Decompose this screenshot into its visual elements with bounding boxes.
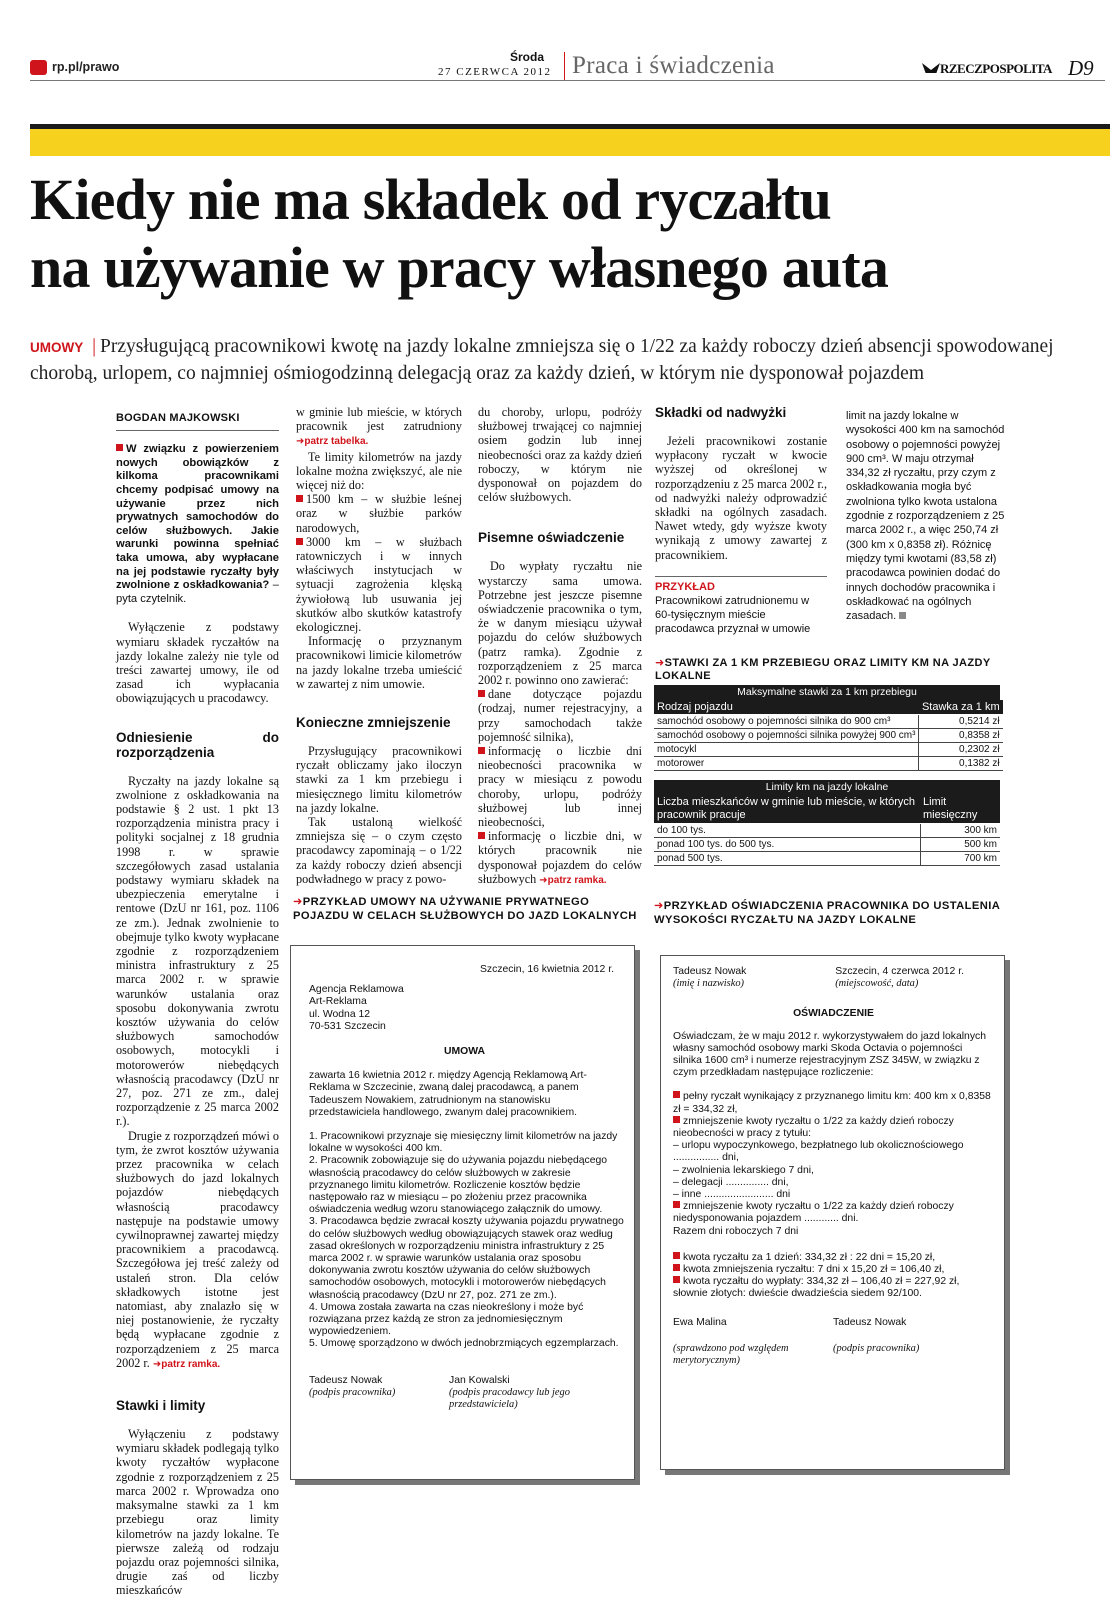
statement-item-text: pełny ryczałt wynikający z przyznanego limitu km: 400 km x 0,8358 zł = 334,32 zł, xyxy=(673,1091,991,1115)
list-item xyxy=(478,687,642,744)
contract-clause: 5. Umowę sporządzono w dwóch jednobrzmiących egzemplarzach. xyxy=(309,1338,619,1350)
statement-intro: Oświadczam, że w maju 2012 r. wykorzystywałem do jazd lokalnych własny samochód osobowy marki Skoda Octavia o pojemności silnika 1600 cm³ i numerze rejestracyjnym ZSZ 345W, w związku z czym przedkładam następujące rozliczenie: xyxy=(673,1030,986,1079)
end-mark-icon xyxy=(899,612,906,619)
paragraph: Informację o przyznanym pracownikowi limicie kilometrów na jazdy lokalne trzeba umieścić w zawartej z nim umowie. xyxy=(296,634,462,691)
signature-employer xyxy=(449,1375,579,1412)
address-line: Agencja Reklamowa xyxy=(309,984,404,996)
signature-role: (podpis pracownika) xyxy=(309,1386,396,1398)
table-row xyxy=(654,729,1003,743)
headline-line-1: Kiedy nie ma składek od ryczałtu xyxy=(30,167,831,232)
table-cell: samochód osobowy o pojemności silnika do 900 cm³ xyxy=(654,715,919,729)
paragraph xyxy=(116,1129,279,1372)
list-item-text: 1500 km – w służbie leśnej oraz w służbie parków narodowych, xyxy=(296,492,462,535)
table-cell: motorower xyxy=(654,757,919,771)
arrow-icon: ➜ xyxy=(654,900,664,912)
table-cell: 0,8358 zł xyxy=(919,729,1003,743)
column-3 xyxy=(478,405,642,888)
bullet-icon xyxy=(296,495,303,502)
place-date-label: (miejscowość, data) xyxy=(835,978,919,990)
paragraph: Przysługujący pracownikowi ryczałt obliczamy jako iloczyn stawki za 1 km przebiegu i miesięcznego limitu kilometrów na jazdy lokalne. xyxy=(296,744,462,815)
table-cell: samochód osobowy o pojemności silnika powyżej 900 cm³ xyxy=(654,729,919,743)
contract-clause: 3. Pracodawca będzie zwracał koszty używania pojazdu prywatnego do celów służbowych według obowiązujących stawek oraz według zasad określonych w rozporządzeniu ministra infrastruktury z 25 marca 2002 r. w sprawie warunków ustalania oraz sposobu dokonywania zwrotu kosztów używania do celów służbowych samochodów osobowych, motocykli i motorowerów niebędących własnością pracodawcy (DzU nr 27, poz. 271 ze zm.). xyxy=(309,1216,624,1301)
place-date: Szczecin, 4 czerwca 2012 r. xyxy=(835,966,964,977)
statement-item xyxy=(673,1091,994,1115)
paper-name: RZECZPOSPOLITA xyxy=(940,61,1052,76)
question-tail: – pyta czytelnik. xyxy=(116,579,279,605)
paragraph: Tak ustaloną wielkość zmniejsza się – o czym często pracodawcy zapominają – o 1/22 za każdy roboczy dzień absencji podwładnego w pracy z powo- xyxy=(296,815,462,886)
page-number: D9 xyxy=(1068,56,1094,80)
headline xyxy=(30,166,1105,302)
see-box-link[interactable]: ➜patrz ramka. xyxy=(539,874,607,886)
table-cell: do 100 tys. xyxy=(654,824,920,838)
example-text xyxy=(846,409,1008,623)
table-cell: 700 km xyxy=(920,852,1000,866)
see-table-link[interactable]: ➜patrz tabelka. xyxy=(296,436,369,448)
list-item-text: informację o liczbie dni, w których pracownik nie dysponował pojazdem do celów służbowych xyxy=(478,829,642,886)
address-line: ul. Wodna 12 xyxy=(309,1008,371,1020)
address-line: Art-Reklama xyxy=(309,996,367,1008)
list-item xyxy=(296,492,462,535)
page-header xyxy=(0,0,1110,110)
signature-role: (sprawdzono pod względem merytorycznym) xyxy=(673,1342,789,1367)
bullet-icon xyxy=(296,538,303,545)
signature-employee xyxy=(309,1375,449,1412)
address-line: 70-531 Szczecin xyxy=(309,1020,386,1032)
contract-clause: 4. Umowa została zawarta na czas nieokreślony i może być rozwiązana przez każdą ze stron za jednomiesięcznym wypowiedzeniem. xyxy=(309,1301,584,1338)
calculation-text: kwota ryczałtu za 1 dzień: 334,32 zł : 22 dni = 15,20 zł, xyxy=(683,1251,936,1263)
column-header: Stawka za 1 km xyxy=(919,700,1003,715)
author: BOGDAN MAJKOWSKI xyxy=(116,412,240,424)
signature-role: (podpis pracownika) xyxy=(833,1342,920,1354)
paragraph: Jeżeli pracownikowi zostanie wypłacony ryczałt w kwocie wyższej od określonej w rozporządzeniu z 25 marca 2002 r., od nadwyżki należy odprowadzić składki na ogólnych zasadach. Nawet wtedy, gdy wyższe kwoty wynikają z umowy zawartej z pracownikiem. xyxy=(655,434,827,562)
table-cell: 300 km xyxy=(920,824,1000,838)
statement-place-date xyxy=(835,966,964,990)
paragraph: Ryczałty na jazdy lokalne są zwolnione z oskładkowania na podstawie § 2 ust. 1 pkt 13 rozporządzenia ministra pracy i polityki socjalnej z 18 grudnia 1998 r. w sprawie szczegółowych zasad ustalania podstawy wymiaru składek na ubezpieczenia emerytalne i rentowe (DzU nr 161, poz. 1106 ze zm.). Jednak zwolnienie to obejmuje tylko kwoty wypłacane zgodnie z rozporządzeniem ministra infrastruktury z 25 marca 2002 r. w sprawie warunków ustalania oraz sposobu dokonywania zwrotu kosztów używania do celów służbowych samochodów osobowych, motocykli i motorowerów niebędących własnością pracodawcy (DzU nr 27, poz. 271 ze zm., dalej rozporządzenie z 25 marca 2002 r.). xyxy=(116,773,279,1129)
contract-address xyxy=(309,984,624,1033)
column-header: Liczba mieszkańców w gminie lub mieście, w których pracownik pracuje xyxy=(654,795,920,824)
see-table-label: patrz tabelka. xyxy=(304,436,369,448)
table-cell: 0,1382 zł xyxy=(919,757,1003,771)
calculation-text: kwota ryczałtu do wypłaty: 334,32 zł – 106,40 zł = 227,92 zł, słownie złotych: dwieście dwadzieścia siedem 92/100. xyxy=(673,1276,960,1300)
bullet-icon xyxy=(478,747,485,754)
arrow-icon: ➜ xyxy=(293,896,303,908)
see-box-label: patrz ramka. xyxy=(547,874,607,886)
limits-grid xyxy=(654,795,1000,866)
table-title xyxy=(654,657,1000,683)
table-cell: ponad 100 tys. do 500 tys. xyxy=(654,838,920,852)
bullet-icon xyxy=(116,444,123,451)
eagle-icon xyxy=(922,63,940,73)
headline-line-2: na używanie w pracy własnego auta xyxy=(30,235,889,300)
bullet-icon xyxy=(673,1116,680,1123)
column-1 xyxy=(116,411,279,1598)
subheading: Odniesienie do rozporządzenia xyxy=(116,729,279,760)
signature-name: Ewa Malina xyxy=(673,1316,727,1328)
contract-place-date: Szczecin, 16 kwietnia 2012 r. xyxy=(480,964,614,975)
statement-signatures xyxy=(673,1317,994,1368)
table-section-1: Maksymalne stawki za 1 km przebiegu xyxy=(654,685,1000,700)
example-text-body: limit na jazdy lokalne w wysokości 400 km na samochód osobowy o pojemności powyżej 900 cm³. W maju otrzymał 334,32 zł ryczałtu, przy czym z oskładkowania mogła być zwolniona tylko kwota ustalona zgodnie z rozporządzeniem z 25 marca 2002 r., a więc 250,74 zł (300 km x 0,8358 zł). Różnicę między tymi kwotami (83,58 zł) pracodawca powinien dodać do innych dochodów pracownika i oskładkować na ogólnych zasadach. xyxy=(846,410,1005,623)
author-rule xyxy=(116,430,279,431)
header-date: 27 CZERWCA 2012 xyxy=(438,66,552,78)
contract-heading: UMOWA xyxy=(444,1046,485,1058)
paragraph: Wyłączenie z podstawy wymiaru składek ryczałtów na jazdy lokalne zależy nie tyle od treści zawartej umowy, ile od zasad ich wypłacania obowiązujących u pracodawcy. xyxy=(116,620,279,706)
subheading: Składki od nadwyżki xyxy=(655,405,787,420)
subheading: Stawki i limity xyxy=(116,1398,206,1414)
list-item xyxy=(296,535,462,634)
table-header-row xyxy=(654,795,1000,824)
accent-band xyxy=(30,124,1110,156)
list-item-text: dane dotyczące pojazdu (rodzaj, numer rejestracyjny, a przy samochodach także pojemność silnika), xyxy=(478,687,642,744)
arrow-icon: ➜ xyxy=(655,657,665,669)
table-cell: ponad 500 tys. xyxy=(654,852,920,866)
signature-role: (podpis pracodawcy lub jego przedstawiciela) xyxy=(449,1386,570,1411)
table-title-text: STAWKI ZA 1 KM PRZEBIEGU ORAZ LIMITY KM NA JAZDY LOKALNE xyxy=(655,657,991,682)
statement-detail: – delegacji ............... dni, xyxy=(673,1176,789,1188)
example-rule xyxy=(655,576,827,577)
signature-name: Tadeusz Nowak xyxy=(833,1316,907,1328)
table-header-row xyxy=(654,700,1003,715)
table-section-2: Limity km na jazdy lokalne xyxy=(654,780,1000,795)
paragraph: Do wypłaty ryczałtu nie wystarczy sama umowa. Potrzebne jest jeszcze pisemne oświadczenie pracownika o tym, że w danym miesiącu używał pojazdu do celów służbowych (patrz ramka). Zgodnie z rozporządzeniem z 25 marca 2002 r. powinno ono zawierać: xyxy=(478,559,642,688)
contract-box xyxy=(290,945,635,1480)
paragraph-text: w gminie lub mieście, w których pracownik jest zatrudniony xyxy=(296,405,462,434)
statement-header xyxy=(673,966,994,990)
lead-separator: | xyxy=(92,336,97,357)
calculation-line xyxy=(673,1252,994,1264)
column-5 xyxy=(846,409,1008,623)
bullet-icon xyxy=(478,690,485,697)
question-text: W związku z powierzeniem nowych obowiązków z kilkoma pracownikami chcemy podpisać umowy na używanie przez nich prywatnych samochodów do celów służbowych. Jakie warunki powinna spełniać taka umowa, aby wypłacane na jej podstawie ryczałty były zwolnione z oskładkowania? xyxy=(116,443,279,592)
table-row xyxy=(654,743,1003,757)
statement-item-text: zmniejszenie kwoty ryczałtu o 1/22 za każdy dzień roboczy niedysponowania pojazdem ............ dni. xyxy=(673,1201,954,1225)
contract-box-title-text: PRZYKŁAD UMOWY NA UŻYWANIE PRYWATNEGO POJAZDU W CELACH SŁUŻBOWYCH DO JAZD LOKALNYCH xyxy=(293,896,637,922)
statement-detail: – zwolnienia lekarskiego 7 dni, xyxy=(673,1164,814,1176)
paragraph: Wyłączeniu z podstawy wymiaru składek podlegają tylko kwoty ryczałtów wypłacone zgodnie z rozporządzeniem z 25 marca 2002 r. Wprowadza ono maksymalne stawki za 1 km przebiegu oraz limity kilometrów na jazdy lokalne. Te pierwsze zależą od rodzaju pojazdu oraz pojemności silnika, drugie zaś od liczby mieszkańców xyxy=(116,1427,279,1598)
statement-detail: – inne ........................ dni xyxy=(673,1189,791,1201)
column-4 xyxy=(655,405,827,636)
calculation-line xyxy=(673,1264,994,1276)
rates-grid xyxy=(654,700,1003,771)
contract-box-title xyxy=(293,895,643,923)
signature-verifier xyxy=(673,1317,833,1368)
table-cell: 500 km xyxy=(920,838,1000,852)
table-row xyxy=(654,757,1003,771)
contract-clause: 1. Pracownikowi przyznaje się miesięczny limit kilometrów na jazdy lokalne w wysokości 400 km. xyxy=(309,1131,618,1155)
statement-detail: – urlopu wypoczynkowego, bezpłatnego lub okolicznościowego ................ dni, xyxy=(673,1140,964,1164)
header-rule xyxy=(30,80,1105,81)
table-cell: 0,2302 zł xyxy=(919,743,1003,757)
reader-question xyxy=(116,443,279,606)
bullet-icon xyxy=(673,1091,680,1098)
list-item-text: informację o liczbie dni nieobecności pracownika w pracy w miesiącu z powodu choroby, urlopu, podróży służbowej lub innej nieobecności, xyxy=(478,744,642,830)
signature-name: Jan Kowalski xyxy=(449,1374,510,1386)
statement-item xyxy=(673,1116,994,1140)
bullet-icon xyxy=(673,1264,680,1271)
paragraph: Te limity kilometrów na jazdy lokalne można zwiększyć, ale nie więcej niż do: xyxy=(296,449,462,493)
bullet-icon xyxy=(673,1276,680,1283)
example-text: Pracownikowi zatrudnionemu w 60-tysięcznym mieście pracodawca przyznał w umowie xyxy=(655,595,811,636)
statement-box-title-text: PRZYKŁAD OŚWIADCZENIA PRACOWNIKA DO USTALENIA WYSOKOŚCI RYCZAŁTU NA JAZDY LOKALNE xyxy=(654,900,1000,926)
contract-signatures xyxy=(309,1375,624,1412)
statement-item-text: zmniejszenie kwoty ryczałtu o 1/22 za każdy dzień roboczy nieobecności w pracy z tytułu: xyxy=(673,1115,954,1140)
header-divider xyxy=(564,52,565,80)
see-box-label: patrz ramka. xyxy=(161,1358,221,1370)
author-name: Tadeusz Nowak xyxy=(673,966,747,977)
table-row xyxy=(654,838,1000,852)
table-row xyxy=(654,715,1003,729)
statement-box-title xyxy=(654,899,1024,927)
lead xyxy=(30,334,1105,387)
list-item xyxy=(478,744,642,829)
calculation-text: kwota zmniejszenia ryczałtu: 7 dni x 15,20 zł = 106,40 zł, xyxy=(683,1264,945,1276)
header-day: Środa xyxy=(510,50,545,64)
statement-author xyxy=(673,966,746,990)
column-header: Limit miesięczny xyxy=(920,795,1000,824)
statement-box xyxy=(660,955,1005,1470)
column-2 xyxy=(296,405,462,886)
table-cell: motocykl xyxy=(654,743,919,757)
subheading: Konieczne zmniejszenie xyxy=(296,715,451,731)
paragraph xyxy=(296,405,462,450)
contract-clause: 2. Pracownik zobowiązuje się do używania pojazdu niebędącego własnością pracodawcy do celów służbowych w zakresie przyznanego limitu kilometrów. Rozliczenie kosztów będzie następowało raz w miesiącu – po złożeniu przez pracownika oświadczenia według wzoru stanowiącego załącznik do umowy. xyxy=(309,1155,608,1216)
statement-total: Razem dni roboczych 7 dni xyxy=(673,1225,799,1237)
contract-intro: zawarta 16 kwietnia 2012 r. między Agencją Reklamową Art-Reklama w Szczecinie, zwaną dalej pracodawcą, a panem Tadeuszem Nowakiem, zatrudnionym na stanowisku przedstawiciela handlowego, zwanym dalej pracownikiem. xyxy=(309,1070,587,1118)
subheading: Pisemne oświadczenie xyxy=(478,530,625,546)
bullet-icon xyxy=(673,1252,680,1259)
table-cell: 0,5214 zł xyxy=(919,715,1003,729)
rates-table xyxy=(654,657,1000,866)
table-row xyxy=(654,852,1000,866)
site-link[interactable]: rp.pl/prawo xyxy=(52,60,120,74)
author-label: (imię i nazwisko) xyxy=(673,978,744,990)
list-item xyxy=(478,829,642,888)
table-row xyxy=(654,824,1000,838)
column-header: Rodzaj pojazdu xyxy=(654,700,919,715)
bullet-icon xyxy=(478,832,485,839)
lead-text: Przysługującą pracownikowi kwotę na jazdy lokalne zmniejsza się o 1/22 za każdy roboczy dzień absencji spowodowanej chorobą, urlopem, co najmniej ośmiogodzinną delegacją oraz za każdy dzień, w którym nie dysponował pojazdem xyxy=(30,336,1054,384)
bullet-icon xyxy=(673,1201,680,1208)
paragraph-text: Drugie z rozporządzeń mówi o tym, że zwrot kosztów używania przez pracownika w celach służbowych do jazd lokalnych pojazdów niebędących własnością pracodawcy następuje na podstawie umowy cywilnoprawnej zawartej między pracownikiem a pracodawcą. Szczegółowa jej treść zależy od ustaleń stron. Dla celów składkowych istotne jest natomiast, aby znalazło się w niej postanowienie, że ryczałty będą wypłacane zgodnie z rozporządzeniem z 25 marca 2002 r. xyxy=(116,1128,279,1370)
signature-employee xyxy=(833,1317,963,1368)
statement-heading: OŚWIADCZENIE xyxy=(793,1008,874,1020)
rp-logo-icon xyxy=(30,60,47,75)
calculation-line xyxy=(673,1276,994,1300)
signature-name: Tadeusz Nowak xyxy=(309,1374,383,1386)
see-box-link[interactable]: ➜patrz ramka. xyxy=(152,1358,221,1370)
paragraph: du choroby, urlopu, podróży służbowej trwającej co najmniej osiem godzin lub innej nieobecności oraz za każdy dzień roboczy, w którym nie dysponował on pojazdem do celów służbowych. xyxy=(478,405,642,505)
example-label: PRZYKŁAD xyxy=(655,580,715,593)
lead-tag: UMOWY xyxy=(30,340,84,355)
statement-item xyxy=(673,1201,994,1225)
list-item-text: 3000 km – w służbach ratowniczych i w innych właściwych instytucjach w sytuacji zagrożenia klęską żywiołową lub usuwania jej skutków albo skutków katastrofy ekologicznej. xyxy=(296,534,462,635)
section-title: Praca i świadczenia xyxy=(572,52,775,79)
